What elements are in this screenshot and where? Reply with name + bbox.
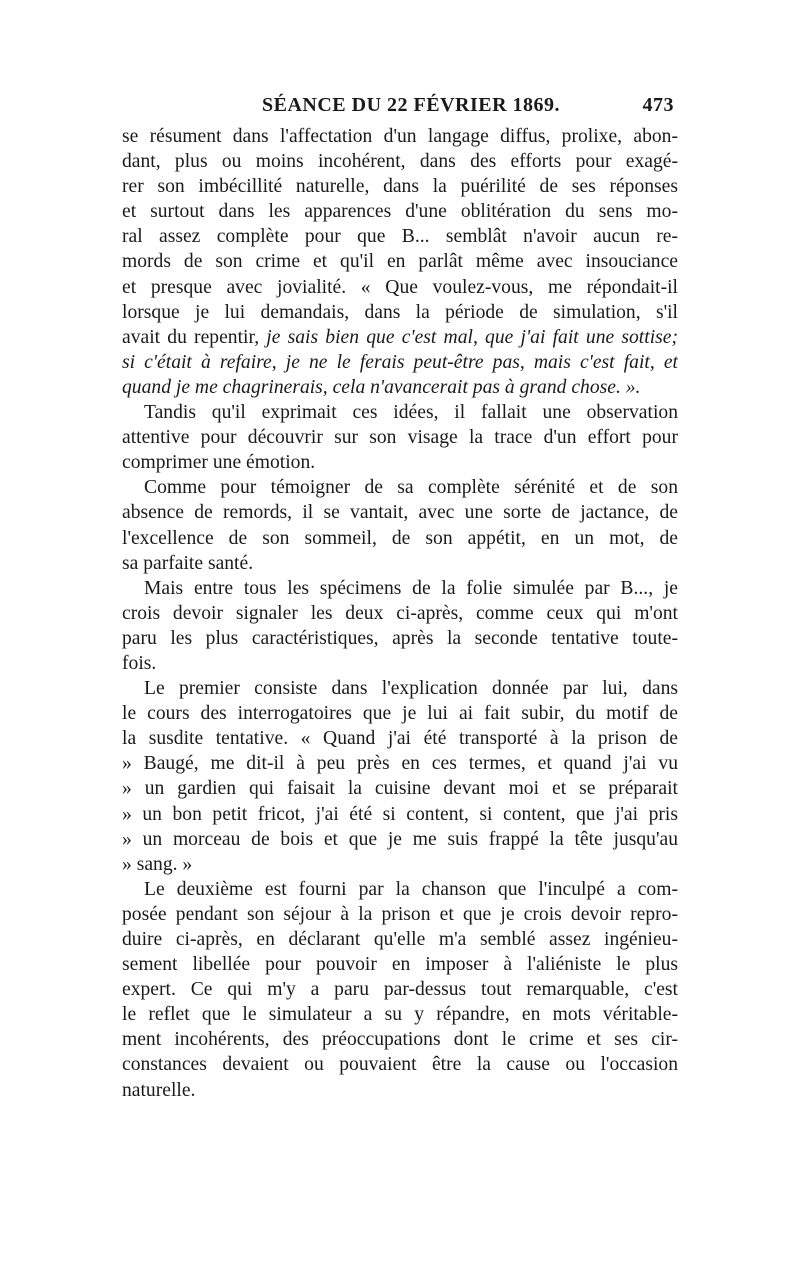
text-line: le cours des interrogatoires que je lui ai fait subir, du motif de	[122, 703, 678, 725]
text-line: » un bon petit fricot, j'ai été si content, si content, que j'ai pris	[122, 803, 678, 825]
text-line: absence de remords, il se vantait, avec une sorte de jactance, de	[122, 502, 678, 524]
text-line: crois devoir signaler les deux ci-après, comme ceux qui m'ont	[122, 602, 678, 624]
text-line: ral assez complète pour que B... semblât n'avoir aucun re-	[122, 226, 678, 248]
text-line: Le premier consiste dans l'explication donnée par lui, dans	[144, 678, 678, 700]
text-line: l'excellence de son sommeil, de son appétit, en un mot, de	[122, 527, 678, 549]
text-line: » un morceau de bois et que je me suis frappé la tête jusqu'au	[122, 828, 678, 850]
book-page	[122, 94, 678, 1103]
text-line: naturelle.	[122, 1079, 196, 1101]
paragraph-2	[122, 400, 678, 475]
text-line: expert. Ce qui m'y a paru par-dessus tout remarquable, c'est	[122, 979, 678, 1001]
text-line: rer son imbécillité naturelle, dans la puérilité de ses réponses	[122, 176, 678, 198]
body-text	[122, 124, 678, 1103]
running-head	[122, 94, 678, 124]
text-line: fois.	[122, 652, 157, 674]
paragraph-5	[122, 676, 678, 877]
text-line: dant, plus ou moins incohérent, dans des efforts pour exagé-	[122, 151, 678, 173]
text-line: Tandis qu'il exprimait ces idées, il fallait une observation	[144, 402, 678, 424]
paragraph-4	[122, 576, 678, 676]
text-line: lorsque je lui demandais, dans la période de simulation, s'il	[122, 301, 678, 323]
running-title: SÉANCE DU 22 FÉVRIER 1869.	[262, 94, 561, 116]
paragraph-6	[122, 877, 678, 1103]
text-line: Mais entre tous les spécimens de la folie simulée par B..., je	[144, 577, 678, 599]
text-line-mixed	[122, 325, 678, 350]
text-line: constances devaient ou pouvaient être la cause ou l'occasion	[122, 1054, 678, 1076]
text-line: le reflet que le simulateur a su y répandre, en mots véritable-	[122, 1004, 678, 1026]
text-line: sement libellée pour pouvoir en imposer à l'aliéniste le plus	[122, 954, 678, 976]
italic-quote-line	[122, 375, 678, 400]
text-line: se résument dans l'affectation d'un langage diffus, prolixe, abon-	[122, 126, 678, 147]
text-line: ment incohérents, des préoccupations dont le crime et ses cir-	[122, 1029, 678, 1051]
text-line: duire ci-après, en déclarant qu'elle m'a semblé assez ingénieu-	[122, 929, 678, 950]
italic-quote-text: quand je me chagrinerais, cela n'avancerait pas à grand chose. ».	[122, 376, 641, 398]
paragraph-1	[122, 124, 678, 400]
text-line: et presque avec jovialité. « Que voulez-vous, me répondait-il	[122, 276, 678, 298]
paragraph-3	[122, 475, 678, 575]
text-line: Comme pour témoigner de sa complète sérénité et de son	[144, 477, 678, 499]
text-line: sa parfaite santé.	[122, 552, 254, 574]
text-line: posée pendant son séjour à la prison et que je crois devoir repro-	[122, 903, 678, 925]
text-line: Le deuxième est fourni par la chanson que l'inculpé a com-	[144, 878, 678, 900]
text-line: paru les plus caractéristiques, après la seconde tentative toute-	[122, 627, 678, 649]
roman-segment: avait du repentir,	[122, 326, 260, 348]
text-line: » un gardien qui faisait la cuisine devant moi et se préparait	[122, 778, 678, 800]
text-line: » sang. »	[122, 853, 193, 875]
italic-quote-text: si c'était à refaire, je ne le ferais peut-être pas, mais c'est fait, et	[122, 351, 678, 373]
text-line: et surtout dans les apparences d'une oblitération du sens mo-	[122, 201, 678, 223]
italic-quote-segment: je sais bien que c'est mal, que j'ai fait une sottise;	[259, 326, 678, 348]
text-line: » Baugé, me dit-il à peu près en ces termes, et quand j'ai vu	[122, 753, 678, 775]
text-line: mords de son crime et qu'il en parlât même avec insouciance	[122, 251, 678, 273]
text-line: comprimer une émotion.	[122, 452, 316, 474]
text-line: la susdite tentative. « Quand j'ai été transporté à la prison de	[122, 728, 678, 750]
page-number: 473	[642, 94, 674, 116]
text-line: attentive pour découvrir sur son visage la trace d'un effort pour	[122, 427, 678, 449]
italic-quote-line	[122, 350, 678, 375]
